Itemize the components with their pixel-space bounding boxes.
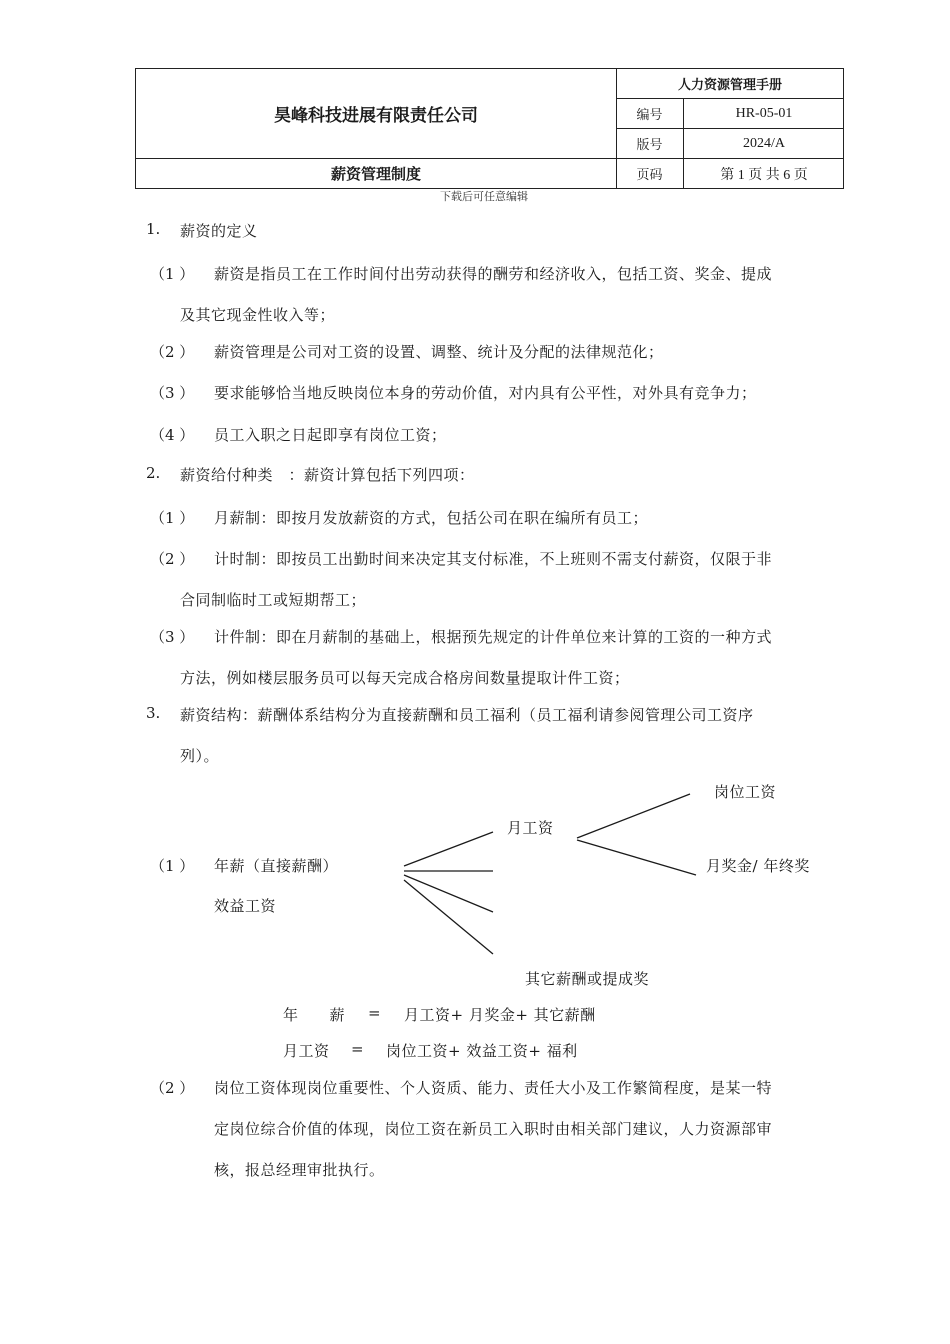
item-text: 薪资是指员工在工作时间付出劳动获得的酬劳和经济收入，包括工资、奖金、提成	[214, 265, 773, 283]
item-number: （3 ）	[150, 628, 195, 646]
connector	[404, 875, 493, 912]
section-number: 1.	[146, 220, 161, 238]
item-number: （2 ）	[150, 550, 195, 568]
formula-left: 年 薪	[283, 1006, 346, 1024]
section-text: 薪资结构：薪酬体系结构分为直接薪酬和员工福利（员工福利请参阅管理公司工资序	[180, 706, 754, 724]
connector	[404, 832, 493, 866]
item-text: 计时制：即按员工出勤时间来决定其支付标准，不上班则不需支付薪资，仅限于非	[214, 550, 773, 568]
doc-title: 薪资管理制度	[330, 165, 421, 183]
item-text: 定岗位综合价值的体现，岗位工资在新员工入职时由相关部门建议，人力资源部审	[214, 1120, 773, 1138]
item-text: 及其它现金性收入等；	[180, 306, 336, 324]
item-number: （2 ）	[150, 1079, 195, 1097]
item-text: 核，报总经理审批执行。	[214, 1161, 385, 1179]
code-value: HR-05-01	[735, 105, 793, 121]
manual-title: 人力资源管理手册	[677, 78, 782, 93]
formula-equals: =	[368, 1004, 382, 1022]
code-label: 编号	[636, 108, 663, 123]
item-text: 要求能够恰当地反映岗位本身的劳动价值，对内具有公平性，对外具有竞争力；	[214, 384, 757, 402]
item-number: （1 ）	[150, 857, 195, 875]
formula-equals: =	[351, 1040, 365, 1058]
item-text: 月薪制：即按月发放薪资的方式，包括公司在职在编所有员工；	[214, 509, 649, 527]
section-title: 薪资的定义	[180, 222, 258, 240]
item-number: （4 ）	[150, 426, 195, 444]
connector	[404, 880, 493, 954]
edit-note: 下载后可任意编辑	[440, 190, 528, 203]
section-title: 薪资给付种类 ：薪资计算包括下列四项：	[180, 466, 475, 484]
version-label: 版号	[636, 138, 663, 153]
formula-right: 月工资+ 月奖金+ 其它薪酬	[404, 1006, 596, 1024]
company-name: 昊峰科技进展有限责任公司	[274, 106, 478, 126]
page-value: 第 1 页 共 6 页	[720, 167, 808, 183]
annual-salary-node: 年薪（直接薪酬）	[214, 857, 339, 875]
formula-left: 月工资	[283, 1042, 330, 1060]
other-pay-node: 其它薪酬或提成奖	[525, 970, 650, 988]
item-number: （3 ）	[150, 384, 195, 402]
item-number: （2 ）	[150, 343, 195, 361]
post-wage-node: 岗位工资	[714, 783, 777, 801]
benefit-wage-node: 效益工资	[214, 897, 277, 915]
section-number: 2.	[146, 464, 161, 482]
version-value: 2024/A	[743, 135, 785, 151]
item-text: 薪资管理是公司对工资的设置、调整、统计及分配的法律规范化；	[214, 343, 664, 361]
item-text: 计件制：即在月薪制的基础上，根据预先规定的计件单位来计算的工资的一种方式	[214, 628, 773, 646]
monthly-wage-node: 月工资	[507, 819, 554, 837]
item-text: 岗位工资体现岗位重要性、个人资质、能力、责任大小及工作繁简程度，是某一特	[214, 1079, 773, 1097]
item-number: （1 ）	[150, 509, 195, 527]
item-text: 员工入职之日起即享有岗位工资；	[214, 426, 447, 444]
connector	[577, 840, 696, 875]
bonus-node: 月奖金/ 年终奖	[706, 857, 810, 875]
page-label: 页码	[636, 168, 663, 183]
item-text: 合同制临时工或短期帮工；	[180, 591, 367, 609]
section-number: 3.	[146, 704, 161, 722]
connector	[577, 794, 690, 838]
section-text: 列）。	[180, 747, 220, 765]
item-number: （1 ）	[150, 265, 195, 283]
item-text: 方法，例如楼层服务员可以每天完成合格房间数量提取计件工资；	[180, 669, 630, 687]
formula-right: 岗位工资+ 效益工资+ 福利	[386, 1042, 578, 1060]
